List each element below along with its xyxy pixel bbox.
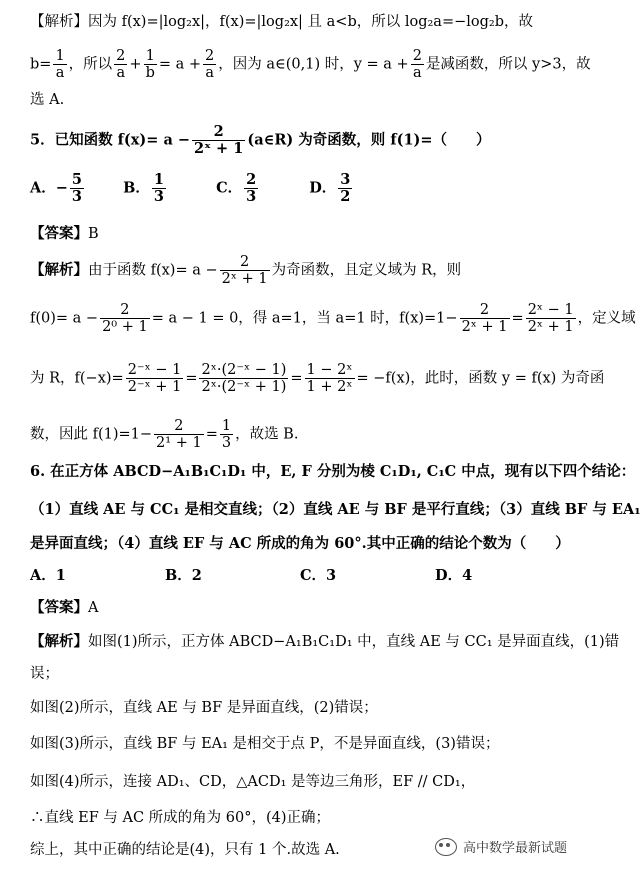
q5-choices bbox=[30, 172, 571, 205]
wechat-icon bbox=[435, 838, 457, 856]
watermark-text: 高中数学最新试题 bbox=[462, 841, 567, 856]
fraction: $\frac{1}{3}$ bbox=[221, 418, 232, 451]
fraction: $\frac{\text{2⁻ˣ − 1}}{\text{2⁻ˣ + 1}}$ bbox=[127, 362, 182, 395]
q6-choice-d: D．4 bbox=[435, 567, 473, 584]
fraction: $\frac{\text{1 − 2ˣ}}{\text{1 + 2ˣ}}$ bbox=[306, 362, 353, 395]
q5-choice-a: A．− $\frac{5}{3}$ bbox=[30, 171, 82, 205]
fraction: $\frac{2}{\text{2ˣ + 1}}$ bbox=[461, 302, 508, 335]
q4-solution-line-1: 【解析】因为 f(x)=|log₂x|，f(x)=|log₂x| 且 a<b，所以 log₂a=−log₂b，故 bbox=[30, 14, 533, 30]
q6-solution-line-3: 如图(2)所示，直线 AE 与 BF 是异面直线，(2)错误； bbox=[30, 700, 378, 716]
q6-choice-b: B．2 bbox=[165, 567, 202, 584]
q5-solution-line-3: 为 R，f(−x)= $\frac{\text{2⁻ˣ − 1}}{\text{2⁻ˣ + 1}}$ = $\frac{\text{2ˣ·(2⁻ˣ − 1)}}{\text{2ˣ·(2⁻ˣ + 1)}}$ = $\frac{\text{1 − 2ˣ}}{\text{1 + 2ˣ}}$ = −f(x)，此时，函数 y = f(x) 为奇函 bbox=[30, 362, 605, 395]
fraction: $\frac{1}{a}$ bbox=[55, 48, 65, 81]
q4-solution-line-3: 选 A. bbox=[30, 92, 65, 108]
q5-stem: 5．已知函数 f(x)= a − $\frac{2}{\text{2ˣ + 1}}$ (a∈R) 为奇函数，则 f(1)=（ ） bbox=[30, 123, 491, 157]
q6-stem-line-1: 6. 在正方体 ABCD−A₁B₁C₁D₁ 中，E, F 分别为棱 C₁D₁, C₁C 中点，现有以下四个结论： bbox=[30, 463, 636, 480]
fraction: $\frac{1}{b}$ bbox=[145, 48, 155, 81]
q6-choice-c: C．3 bbox=[300, 567, 337, 584]
fraction: $\frac{2}{\text{2ˣ + 1}}$ bbox=[194, 123, 244, 157]
q5-answer: 【答案】B bbox=[30, 225, 99, 242]
q4-solution-line-2: b= $\frac{1}{a}$ ，所以 $\frac{2}{a}$ + $\frac{1}{b}$ = a + $\frac{2}{a}$ ，因为 a∈(0,1) 时，y = a + $\frac{2}{a}$ 是减函数，所以 y>3，故 bbox=[30, 48, 591, 81]
watermark bbox=[435, 837, 567, 856]
q5-solution-line-2: f(0)= a − $\frac{2}{\text{2⁰ + 1}}$ = a − 1 = 0，得 a=1，当 a=1 时，f(x)=1− $\frac{2}{\text{2ˣ + 1}}$ = $\frac{\text{2ˣ − 1}}{\text{2ˣ + 1}}$ ，定义域 bbox=[30, 302, 636, 335]
q6-solution-line-1: 【解析】如图(1)所示，正方体 ABCD−A₁B₁C₁D₁ 中，直线 AE 与 CC₁ 是异面直线，(1)错 bbox=[30, 633, 620, 650]
fraction: $\frac{2}{a}$ bbox=[205, 48, 215, 81]
fraction: $\frac{\text{2ˣ − 1}}{\text{2ˣ + 1}}$ bbox=[527, 302, 574, 335]
q5-choice-b: B． $\frac{1}{3}$ bbox=[123, 171, 164, 205]
q6-solution-line-4: 如图(3)所示，直线 BF 与 EA₁ 是相交于点 P，不是异面直线，(3)错误； bbox=[30, 736, 500, 752]
fraction: $\frac{2}{a}$ bbox=[412, 48, 422, 81]
fraction: $\frac{2}{a}$ bbox=[116, 48, 126, 81]
fraction: $\frac{2}{\text{2⁰ + 1}}$ bbox=[102, 302, 148, 335]
q6-solution-line-6: ∴直线 EF 与 AC 所成的角为 60°，(4)正确； bbox=[30, 810, 330, 826]
q6-stem-line-3: 是异面直线；（4）直线 EF 与 AC 所成的角为 60°.其中正确的结论个数为（ ） bbox=[30, 535, 570, 552]
q5-choice-d: D． $\frac{3}{2}$ bbox=[309, 171, 351, 205]
q6-solution-line-2: 误； bbox=[30, 666, 59, 682]
q6-choice-a: A．1 bbox=[30, 567, 66, 584]
q5-choice-c: C． $\frac{2}{3}$ bbox=[216, 171, 257, 205]
q6-answer: 【答案】A bbox=[30, 599, 99, 616]
q6-solution-line-5: 如图(4)所示，连接 AD₁、CD，△ACD₁ 是等边三角形，EF // CD₁， bbox=[30, 774, 476, 790]
q5-solution-line-4: 数，因此 f(1)=1− $\frac{2}{\text{2¹ + 1}}$ = $\frac{1}{3}$ ，故选 B. bbox=[30, 418, 299, 451]
q5-solution-line-1: 【解析】由于函数 f(x)= a − $\frac{2}{\text{2ˣ + 1}}$ 为奇函数，且定义域为 R，则 bbox=[30, 254, 462, 287]
fraction: $\frac{\text{2ˣ·(2⁻ˣ − 1)}}{\text{2ˣ·(2⁻ˣ + 1)}}$ bbox=[201, 362, 287, 395]
q6-choices bbox=[30, 566, 571, 586]
q6-stem-line-2: （1）直线 AE 与 CC₁ 是相交直线；（2）直线 AE 与 BF 是平行直线；（3）直线 BF 与 EA₁ bbox=[30, 501, 641, 518]
q6-solution-line-7: 综上，其中正确的结论是(4)，只有 1 个.故选 A. bbox=[30, 842, 340, 858]
fraction: $\frac{2}{\text{2ˣ + 1}}$ bbox=[221, 254, 268, 287]
fraction: $\frac{2}{\text{2¹ + 1}}$ bbox=[156, 418, 202, 451]
